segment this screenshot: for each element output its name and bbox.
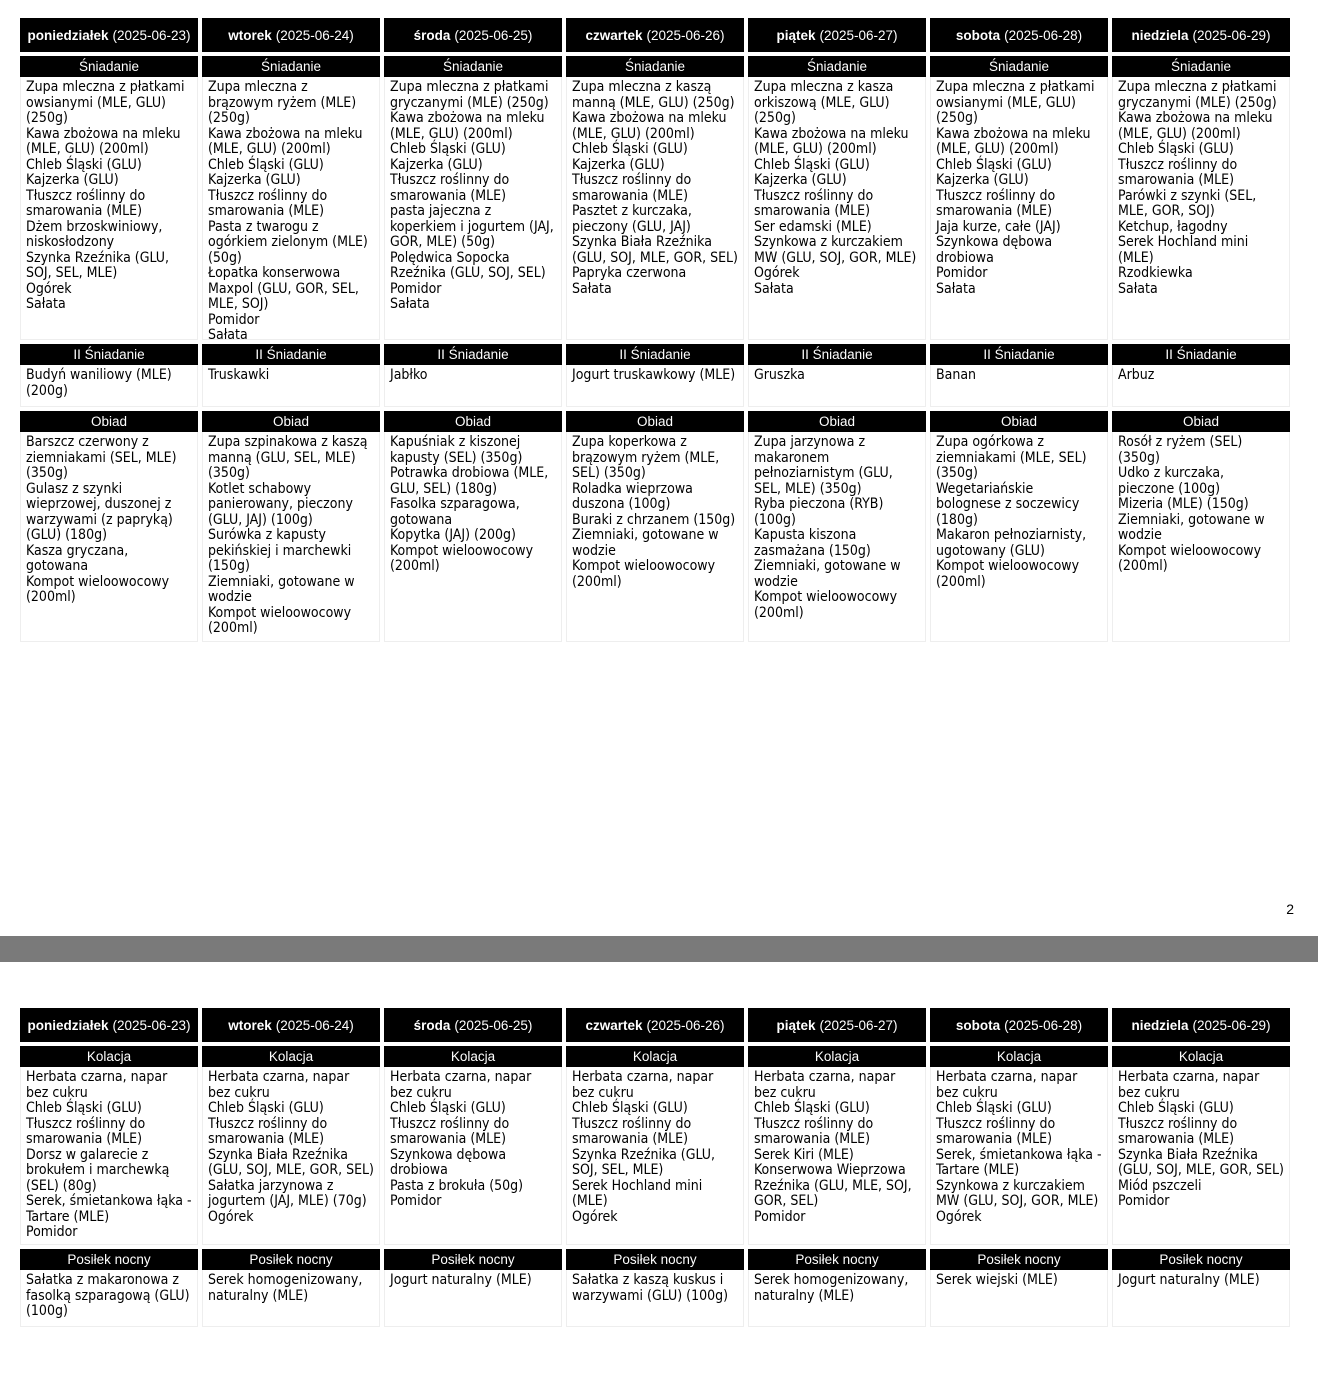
menu-item: Wegetariańskie bolognese z soczewicy (180g)	[936, 480, 1080, 528]
menu-item: Szynkowa dębowa drobiowa	[936, 234, 1053, 266]
menu-item: Ziemniaki, gotowane w wodzie	[208, 573, 355, 605]
menu-item: Kompot wieloowocowy (200ml)	[390, 542, 534, 574]
menu-item: Chleb Śląski (GLU)	[390, 141, 506, 157]
menu-item: Chleb Śląski (GLU)	[1118, 141, 1234, 157]
meal-section-second-breakfast	[20, 344, 1292, 411]
menu-item: Makaron pełnoziarnisty, ugotowany (GLU)	[936, 527, 1087, 559]
menu-item: Chleb Śląski (GLU)	[754, 156, 870, 173]
menu-item: Kawa zbożowa na mleku (MLE, GLU) (200ml)	[208, 125, 363, 157]
menu-item: Sałatka z makaronowa z fasolką szparagową (GLU) (100g)	[26, 1272, 190, 1319]
day-header-tue: wtorek (2025-06-24)	[202, 1008, 380, 1042]
menu-item: Buraki z chrzanem (150g)	[572, 511, 736, 528]
menu-item: Kompot wieloowocowy (200ml)	[208, 604, 352, 636]
menu-item: Chleb Śląski (GLU)	[572, 1100, 688, 1116]
day-header-sat: sobota (2025-06-28)	[930, 1008, 1108, 1042]
meal-cell	[930, 432, 1108, 642]
menu-item: Chleb Śląski (GLU)	[936, 156, 1052, 173]
menu-item: Chleb Śląski (GLU)	[754, 1100, 870, 1116]
menu-item: Rosół z ryżem (SEL) (350g)	[1118, 434, 1243, 466]
menu-item: Kawa zbożowa na mleku (MLE, GLU) (200ml)	[26, 125, 181, 157]
menu-item: Pomidor	[390, 1193, 442, 1209]
meal-header: Śniadanie	[748, 56, 926, 77]
menu-item: Fasolka szparagowa, gotowana	[390, 496, 520, 528]
menu-item: Kajzerka (GLU)	[26, 172, 119, 188]
menu-item: Pomidor	[26, 1224, 78, 1240]
menu-item: Sałata	[208, 327, 248, 340]
menu-item: Ziemniaki, gotowane w wodzie	[754, 558, 901, 590]
day-header-thu: czwartek (2025-06-26)	[566, 18, 744, 52]
menu-item: Herbata czarna, napar bez cukru	[390, 1069, 532, 1101]
menu-item: Zupa ogórkowa z ziemniakami (MLE, SEL) (350g)	[936, 434, 1087, 481]
menu-item: Kompot wieloowocowy (200ml)	[754, 589, 898, 621]
meal-header: Śniadanie	[202, 56, 380, 77]
meal-cell	[930, 1270, 1108, 1327]
day-header-tue: wtorek (2025-06-24)	[202, 18, 380, 52]
menu-item: Udko z kurczaka, pieczone (100g)	[1118, 465, 1225, 497]
menu-item: Gruszka	[754, 367, 805, 383]
day-header-wed: środa (2025-06-25)	[384, 1008, 562, 1042]
meal-header: Posiłek nocny	[748, 1249, 926, 1270]
menu-item: Zupa jarzynowa z makaronem pełnoziarnistym (GLU, SEL, MLE) (350g)	[754, 434, 893, 497]
menu-item: Herbata czarna, napar bez cukru	[1118, 1069, 1260, 1101]
menu-page-2	[20, 1008, 1292, 1331]
menu-item: Herbata czarna, napar bez cukru	[936, 1069, 1078, 1101]
meal-cell	[748, 1067, 926, 1245]
meal-header: Śniadanie	[566, 56, 744, 77]
menu-item: Serek wiejski (MLE)	[936, 1272, 1058, 1288]
meal-header: Kolacja	[1112, 1046, 1290, 1067]
meal-header: Kolacja	[930, 1046, 1108, 1067]
menu-item: Tłuszcz roślinny do smarowania (MLE)	[572, 1115, 692, 1147]
menu-item: Kajzerka (GLU)	[390, 156, 483, 173]
menu-item: Jaja kurze, całe (JAJ)	[936, 218, 1061, 235]
menu-item: Surówka z kapusty pekińskiej i marchewki (150g)	[208, 527, 352, 574]
menu-item: Ogórek	[208, 1208, 254, 1225]
menu-item: Pasta z twarogu z ogórkiem zielonym (MLE) (50g)	[208, 218, 368, 266]
menu-item: Tłuszcz roślinny do smarowania (MLE)	[26, 187, 146, 219]
menu-item: Kasza gryczana, gotowana	[26, 542, 129, 574]
menu-item: Banan	[936, 367, 977, 383]
menu-item: Ogórek	[936, 1208, 982, 1225]
meal-cell	[930, 77, 1108, 340]
menu-item: Sałata	[754, 280, 794, 297]
day-header-mon: poniedziałek (2025-06-23)	[20, 18, 198, 52]
menu-item: Jogurt naturalny (MLE)	[1118, 1272, 1260, 1288]
meal-header: II Śniadanie	[20, 344, 198, 365]
meal-cell	[384, 1067, 562, 1245]
meal-cell	[202, 365, 380, 407]
menu-item: Pomidor	[390, 280, 442, 297]
menu-item: Chleb Śląski (GLU)	[572, 141, 688, 157]
meal-cell	[202, 1270, 380, 1327]
menu-item: Sałata	[390, 296, 430, 312]
day-header-row	[20, 18, 1292, 56]
menu-item: Kajzerka (GLU)	[754, 172, 847, 188]
menu-item: Kajzerka (GLU)	[208, 172, 301, 188]
menu-item: Ziemniaki, gotowane w wodzie	[1118, 511, 1265, 543]
menu-item: Miód pszczeli	[1118, 1177, 1202, 1194]
meal-header: Posiłek nocny	[20, 1249, 198, 1270]
menu-item: Truskawki	[208, 367, 270, 383]
meal-cell	[748, 1270, 926, 1327]
meal-header: Kolacja	[384, 1046, 562, 1067]
meal-header: Kolacja	[748, 1046, 926, 1067]
menu-item: Kawa zbożowa na mleku (MLE, GLU) (200ml)	[1118, 110, 1273, 142]
meal-cell	[1112, 432, 1290, 642]
meal-header: Obiad	[930, 411, 1108, 432]
menu-item: Serek homogenizowany, naturalny (MLE)	[208, 1272, 363, 1304]
menu-item: Chleb Śląski (GLU)	[1118, 1100, 1234, 1116]
menu-item: Kapusta kiszona zasmażana (150g)	[754, 527, 871, 559]
menu-item: Zupa mleczna z płatkami owsianymi (MLE, GLU) (250g)	[26, 79, 185, 126]
menu-item: Dorsz w galarecie z brokułem i marchewką (SEL) (80g)	[26, 1146, 170, 1194]
meal-cell	[202, 432, 380, 642]
meal-cell	[202, 1067, 380, 1245]
menu-item: Serek Hochland mini (MLE)	[1118, 234, 1249, 266]
menu-item: Pomidor	[754, 1208, 806, 1225]
page-separator	[0, 936, 1318, 962]
menu-item: Pasta z brokuła (50g)	[390, 1177, 524, 1194]
menu-item: Serek Kiri (MLE)	[754, 1146, 854, 1163]
page-number: 2	[1286, 901, 1294, 917]
meal-cell	[930, 365, 1108, 407]
meal-cell	[566, 432, 744, 642]
menu-item: Pomidor	[1118, 1193, 1170, 1209]
day-header-fri: piątek (2025-06-27)	[748, 1008, 926, 1042]
meal-cell	[20, 432, 198, 642]
menu-item: Kajzerka (GLU)	[936, 172, 1029, 188]
menu-item: Zupa mleczna z kaszą manną (MLE, GLU) (250g)	[572, 79, 735, 111]
meal-header: II Śniadanie	[202, 344, 380, 365]
meal-section-dinner	[20, 1046, 1292, 1249]
menu-item: Chleb Śląski (GLU)	[208, 1100, 324, 1116]
menu-item: Ziemniaki, gotowane w wodzie	[572, 527, 719, 559]
menu-item: Kotlet schabowy panierowany, pieczony (GLU, JAJ) (100g)	[208, 480, 353, 528]
day-header-thu: czwartek (2025-06-26)	[566, 1008, 744, 1042]
meal-cell	[930, 1067, 1108, 1245]
menu-item: Pomidor	[936, 265, 988, 281]
meal-header: Posiłek nocny	[1112, 1249, 1290, 1270]
meal-header: II Śniadanie	[384, 344, 562, 365]
meal-cell	[384, 1270, 562, 1327]
meal-section-night-snack	[20, 1249, 1292, 1331]
meal-header: Obiad	[202, 411, 380, 432]
menu-item: Ogórek	[572, 1208, 618, 1225]
menu-item: Dżem brzoskwiniowy, niskosłodzony	[26, 218, 163, 250]
meal-header: Posiłek nocny	[566, 1249, 744, 1270]
menu-item: Ogórek	[754, 265, 800, 281]
meal-cell	[566, 365, 744, 407]
menu-item: Sałatka jarzynowa z jogurtem (JAJ, MLE) (70g)	[208, 1177, 367, 1209]
meal-cell	[1112, 1270, 1290, 1327]
menu-item: Serek Hochland mini (MLE)	[572, 1177, 703, 1209]
meal-cell	[1112, 77, 1290, 340]
menu-item: Sałatka z kaszą kuskus i warzywami (GLU) (100g)	[572, 1272, 729, 1304]
menu-item: Serek homogenizowany, naturalny (MLE)	[754, 1272, 909, 1304]
menu-item: Kompot wieloowocowy (200ml)	[1118, 542, 1262, 574]
menu-item: Barszcz czerwony z ziemniakami (SEL, MLE) (350g)	[26, 434, 177, 481]
meal-cell	[566, 1067, 744, 1245]
day-header-fri: piątek (2025-06-27)	[748, 18, 926, 52]
menu-item: Potrawka drobiowa (MLE, GLU, SEL) (180g)	[390, 465, 549, 497]
meal-header: Kolacja	[20, 1046, 198, 1067]
menu-item: Pasztet z kurczaka, pieczony (GLU, JAJ)	[572, 203, 692, 235]
menu-item: Sałata	[572, 280, 612, 297]
menu-item: Konserwowa Wieprzowa Rzeźnika (GLU, MLE, SOJ, GOR, SEL)	[754, 1162, 912, 1209]
meal-header: Śniadanie	[930, 56, 1108, 77]
menu-item: Szynka Rzeźnika (GLU, SOJ, SEL, MLE)	[26, 249, 169, 281]
meal-header: Obiad	[384, 411, 562, 432]
menu-item: Ryba pieczona (RYB) (100g)	[754, 496, 884, 528]
menu-item: Zupa mleczna z płatkami owsianymi (MLE, GLU) (250g)	[936, 79, 1095, 126]
menu-item: Tłuszcz roślinny do smarowania (MLE)	[572, 172, 692, 204]
menu-item: Serek, śmietankowa łąka - Tartare (MLE)	[936, 1146, 1102, 1178]
menu-item: Kopytka (JAJ) (200g)	[390, 527, 516, 543]
meal-cell	[748, 365, 926, 407]
menu-item: Herbata czarna, napar bez cukru	[572, 1069, 714, 1101]
menu-item: Kompot wieloowocowy (200ml)	[26, 573, 170, 605]
meal-cell	[20, 77, 198, 340]
menu-item: Tłuszcz roślinny do smarowania (MLE)	[26, 1115, 146, 1147]
menu-item: Zupa koperkowa z brązowym ryżem (MLE, SEL) (350g)	[572, 434, 720, 481]
day-header-sun: niedziela (2025-06-29)	[1112, 1008, 1290, 1042]
meal-cell	[566, 1270, 744, 1327]
menu-item: Tłuszcz roślinny do smarowania (MLE)	[754, 187, 874, 219]
menu-item: Chleb Śląski (GLU)	[936, 1100, 1052, 1116]
meal-cell	[20, 365, 198, 407]
day-header-mon: poniedziałek (2025-06-23)	[20, 1008, 198, 1042]
meal-cell	[384, 365, 562, 407]
menu-item: Szynkowa z kurczakiem MW (GLU, SOJ, GOR, MLE)	[936, 1177, 1099, 1209]
menu-item: Jogurt truskawkowy (MLE)	[572, 367, 736, 383]
menu-item: Jabłko	[390, 367, 428, 383]
menu-item: Parówki z szynki (SEL, MLE, GOR, SOJ)	[1118, 187, 1257, 219]
meal-cell	[20, 1270, 198, 1327]
meal-header: Posiłek nocny	[930, 1249, 1108, 1270]
meal-cell	[566, 77, 744, 340]
menu-item: Łopatka konserwowa Maxpol (GLU, GOR, SEL, MLE, SOJ)	[208, 265, 359, 312]
menu-item: Herbata czarna, napar bez cukru	[26, 1069, 168, 1101]
meal-section-lunch	[20, 411, 1292, 646]
menu-item: pasta jajeczna z koperkiem i jogurtem (JAJ, GOR, MLE) (50g)	[390, 203, 554, 250]
meal-header: Śniadanie	[20, 56, 198, 77]
menu-item: Kajzerka (GLU)	[572, 156, 665, 173]
menu-item: Tłuszcz roślinny do smarowania (MLE)	[1118, 1115, 1238, 1147]
menu-item: Ketchup, łagodny	[1118, 218, 1228, 235]
day-header-row	[20, 1008, 1292, 1046]
meal-header: II Śniadanie	[930, 344, 1108, 365]
menu-item: Ogórek	[26, 280, 72, 297]
meal-header: Obiad	[748, 411, 926, 432]
menu-item: Sałata	[1118, 280, 1158, 297]
menu-item: Pomidor	[208, 311, 260, 328]
meal-header: II Śniadanie	[1112, 344, 1290, 365]
menu-item: Tłuszcz roślinny do smarowania (MLE)	[208, 1115, 328, 1147]
meal-header: Kolacja	[566, 1046, 744, 1067]
menu-item: Zupa mleczna z kasza orkiszową (MLE, GLU) (250g)	[754, 79, 894, 126]
menu-item: Kapuśniak z kiszonej kapusty (SEL) (350g)	[390, 434, 523, 466]
menu-item: Zupa szpinakowa z kaszą manną (GLU, SEL, MLE) (350g)	[208, 434, 368, 481]
day-header-wed: środa (2025-06-25)	[384, 18, 562, 52]
menu-item: Szynka Biała Rzeźnika (GLU, SOJ, MLE, GOR, SEL)	[208, 1146, 374, 1178]
menu-item: Zupa mleczna z płatkami gryczanymi (MLE) (250g)	[390, 79, 549, 111]
meal-cell	[20, 1067, 198, 1245]
meal-cell	[384, 432, 562, 642]
meal-header: Obiad	[1112, 411, 1290, 432]
menu-item: Sałata	[26, 296, 66, 312]
menu-item: Gulasz z szynki wieprzowej, duszonej z warzywami (z papryką) (GLU) (180g)	[26, 480, 173, 543]
meal-cell	[384, 77, 562, 340]
meal-header: Obiad	[566, 411, 744, 432]
meal-header: Obiad	[20, 411, 198, 432]
menu-item: Ser edamski (MLE)	[754, 218, 872, 235]
meal-cell	[1112, 1067, 1290, 1245]
menu-item: Kompot wieloowocowy (200ml)	[572, 558, 716, 590]
menu-item: Rzodkiewka	[1118, 265, 1193, 281]
menu-item: Szynka Biała Rzeźnika (GLU, SOJ, MLE, GOR, SEL)	[1118, 1146, 1284, 1178]
menu-item: Tłuszcz roślinny do smarowania (MLE)	[936, 1115, 1056, 1147]
menu-item: Papryka czerwona	[572, 265, 687, 281]
meal-cell	[202, 77, 380, 340]
menu-item: Sałata	[936, 280, 976, 297]
menu-item: Roladka wieprzowa duszona (100g)	[572, 480, 693, 512]
menu-item: Zupa mleczna z brązowym ryżem (MLE) (250g)	[208, 79, 357, 126]
menu-item: Tłuszcz roślinny do smarowania (MLE)	[208, 187, 328, 219]
meal-header: Posiłek nocny	[384, 1249, 562, 1270]
menu-item: Tłuszcz roślinny do smarowania (MLE)	[390, 1115, 510, 1147]
menu-item: Chleb Śląski (GLU)	[26, 1100, 142, 1116]
menu-item: Serek, śmietankowa łąka - Tartare (MLE)	[26, 1193, 192, 1225]
day-header-sun: niedziela (2025-06-29)	[1112, 18, 1290, 52]
menu-item: Chleb Śląski (GLU)	[208, 156, 324, 173]
menu-page-1	[20, 18, 1292, 646]
meal-cell	[748, 77, 926, 340]
menu-item: Kawa zbożowa na mleku (MLE, GLU) (200ml)	[572, 110, 727, 142]
menu-item: Tłuszcz roślinny do smarowania (MLE)	[1118, 156, 1238, 188]
menu-item: Tłuszcz roślinny do smarowania (MLE)	[936, 187, 1056, 219]
menu-item: Kawa zbożowa na mleku (MLE, GLU) (200ml)	[936, 125, 1091, 157]
menu-item: Zupa mleczna z płatkami gryczanymi (MLE) (250g)	[1118, 79, 1277, 111]
menu-item: Mizeria (MLE) (150g)	[1118, 496, 1249, 512]
menu-item: Budyń waniliowy (MLE) (200g)	[26, 367, 172, 399]
meal-header: Śniadanie	[384, 56, 562, 77]
menu-item: Jogurt naturalny (MLE)	[390, 1272, 532, 1288]
meal-cell	[1112, 365, 1290, 407]
menu-item: Szynka Rzeźnika (GLU, SOJ, SEL, MLE)	[572, 1146, 715, 1178]
menu-item: Chleb Śląski (GLU)	[390, 1100, 506, 1116]
meal-header: Śniadanie	[1112, 56, 1290, 77]
menu-item: Kawa zbożowa na mleku (MLE, GLU) (200ml)	[390, 110, 545, 142]
menu-item: Arbuz	[1118, 367, 1155, 383]
menu-item: Polędwica Sopocka Rzeźnika (GLU, SOJ, SEL)	[390, 249, 546, 281]
menu-item: Szynkowa dębowa drobiowa	[390, 1146, 507, 1178]
day-header-sat: sobota (2025-06-28)	[930, 18, 1108, 52]
meal-header: II Śniadanie	[748, 344, 926, 365]
menu-item: Kawa zbożowa na mleku (MLE, GLU) (200ml)	[754, 125, 909, 157]
menu-item: Szynkowa z kurczakiem MW (GLU, SOJ, GOR, MLE)	[754, 234, 917, 266]
menu-item: Chleb Śląski (GLU)	[26, 156, 142, 173]
menu-item: Herbata czarna, napar bez cukru	[754, 1069, 896, 1101]
menu-item: Tłuszcz roślinny do smarowania (MLE)	[754, 1115, 874, 1147]
meal-header: Posiłek nocny	[202, 1249, 380, 1270]
menu-item: Tłuszcz roślinny do smarowania (MLE)	[390, 172, 510, 204]
meal-header: II Śniadanie	[566, 344, 744, 365]
menu-item: Herbata czarna, napar bez cukru	[208, 1069, 350, 1101]
menu-item: Szynka Biała Rzeźnika (GLU, SOJ, MLE, GOR, SEL)	[572, 234, 738, 266]
meal-section-breakfast	[20, 56, 1292, 344]
menu-item: Kompot wieloowocowy (200ml)	[936, 558, 1080, 590]
meal-header: Kolacja	[202, 1046, 380, 1067]
meal-cell	[748, 432, 926, 642]
